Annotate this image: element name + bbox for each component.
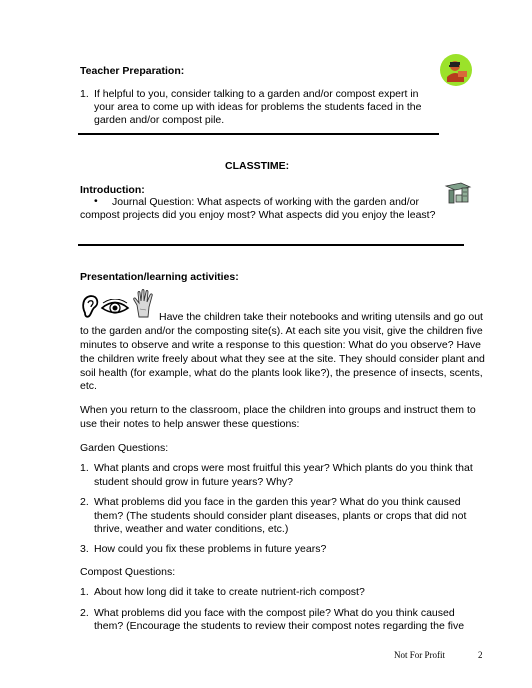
presentation-para2-line: When you return to the classroom, place the children into groups and instruct them to [80,404,476,416]
presentation-para1-line: to the garden and/or the composting site(s). At each site you visit, give the children five [80,325,483,337]
teacher-icon [438,53,474,87]
list-number: 2. [80,607,89,619]
teacher-prep-line: garden and/or compost pile. [94,114,225,126]
teacher-prep-line: your area to come up with ideas for problems the students faced in the [94,101,422,113]
presentation-heading: Presentation/learning activities: [80,271,239,283]
garden-question-line: thrive, weather and water conditions, etc.) [94,523,289,535]
hand-icon [131,289,155,319]
presentation-para1-line: Have the children take their notebooks and writing utensils and go out [159,311,483,323]
compost-question-line: them? (Encourage the students to review their compost notes regarding the five [94,620,465,632]
intro-line: compost projects did you enjoy most? What aspects did you enjoy the least? [80,209,436,221]
ear-icon [80,293,100,319]
presentation-para2-line: use their notes to help answer these questions: [80,418,300,430]
garden-question-line: them? (The students should consider plant diseases, plants or crops that did not [94,510,467,522]
compost-questions-heading: Compost Questions: [80,566,176,578]
introduction-heading: Introduction: [80,184,145,196]
desk-icon [443,180,473,206]
eye-icon [100,299,130,317]
garden-question-line: What plants and crops were most fruitful this year? Which plants do you think that [94,462,473,474]
list-number: 1. [80,88,89,100]
bullet: • [94,195,98,207]
footer-label: Not For Profit [394,650,446,660]
divider [78,133,439,135]
compost-question-line: About how long did it take to create nutrient-rich compost? [94,586,365,598]
page-number: 2 [478,650,483,660]
divider [78,244,464,246]
garden-question-line: What problems did you face in the garden this year? What do you think caused [94,496,461,508]
list-number: 1. [80,462,89,474]
classtime-heading: CLASSTIME: [225,160,290,172]
presentation-para1-line: the children write freely about what they see at the site. They should consider plant and [80,353,485,365]
list-number: 3. [80,543,89,555]
garden-question-line: How could you fix these problems in future years? [94,543,327,555]
presentation-para1-line: soil health (for example, what do the plants look like?), the presence of insects, scents, [80,367,483,379]
presentation-para1-line: minutes to observe and write a response to this question: What do you observe? Have [80,339,481,351]
list-number: 1. [80,586,89,598]
garden-question-line: student should grow in future years? Why? [94,476,294,488]
compost-question-line: What problems did you face with the compost pile? What do you think caused [94,607,455,619]
intro-line: Journal Question: What aspects of working with the garden and/or [112,196,420,208]
teacher-prep-heading: Teacher Preparation: [80,65,185,77]
garden-questions-heading: Garden Questions: [80,442,169,454]
list-number: 2. [80,496,89,508]
teacher-prep-line: If helpful to you, consider talking to a garden and/or compost expert in [94,88,419,100]
presentation-para1-line: etc. [80,380,97,392]
